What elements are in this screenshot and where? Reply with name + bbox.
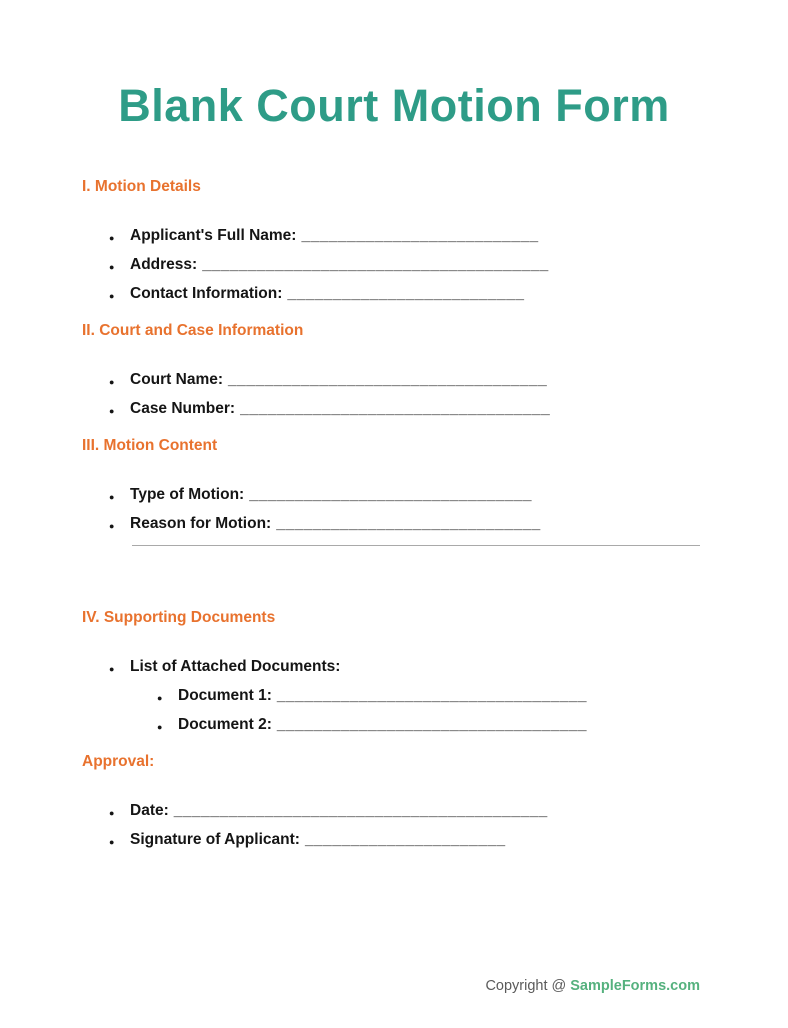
field-blank-line: _____________________________ xyxy=(276,515,541,532)
field-applicant-full-name xyxy=(130,227,788,244)
field-blank-line: __________________________________ xyxy=(240,400,551,417)
section-heading-approval: Approval: xyxy=(82,753,155,770)
field-blank-line: _______________________________ xyxy=(249,486,532,503)
field-reason-for-motion xyxy=(130,515,788,532)
motion-content-list xyxy=(0,486,788,532)
section-heading-motion-details: I. Motion Details xyxy=(82,178,201,195)
motion-details-list xyxy=(0,227,788,302)
page-footer xyxy=(485,978,700,995)
field-signature-of-applicant xyxy=(130,831,788,848)
field-contact-information xyxy=(130,285,788,302)
field-label: Court Name: xyxy=(130,371,224,388)
section-divider xyxy=(132,545,700,546)
section-heading-supporting-documents: IV. Supporting Documents xyxy=(82,609,276,626)
field-blank-line: __________________________ xyxy=(287,285,525,302)
field-label: Signature of Applicant: xyxy=(130,831,300,848)
field-list-of-attached-documents xyxy=(130,658,788,733)
field-label: Address: xyxy=(130,256,198,273)
field-blank-line: ___________________________________ xyxy=(228,371,548,388)
field-court-name xyxy=(130,371,788,388)
field-label: Applicant's Full Name: xyxy=(130,227,297,244)
field-label: Document 1: xyxy=(178,687,272,704)
field-label: Document 2: xyxy=(178,716,272,733)
field-date xyxy=(130,802,788,819)
approval-list xyxy=(0,802,788,848)
supporting-documents-list xyxy=(0,658,788,733)
field-address xyxy=(130,256,788,273)
field-label: Date: xyxy=(130,802,169,819)
field-case-number xyxy=(130,400,788,417)
section-heading-court-case-information: II. Court and Case Information xyxy=(82,322,304,339)
field-blank-line: __________________________________ xyxy=(276,716,587,733)
field-label: Reason for Motion: xyxy=(130,515,272,532)
field-blank-line: _________________________________________ xyxy=(173,802,548,819)
field-blank-line: __________________________ xyxy=(301,227,539,244)
field-label: Case Number: xyxy=(130,400,236,417)
field-blank-line: ______________________ xyxy=(304,831,506,848)
field-label: Contact Information: xyxy=(130,285,283,302)
field-blank-line: ______________________________________ xyxy=(202,256,549,273)
attached-documents-sublist xyxy=(130,687,788,733)
field-blank-line: __________________________________ xyxy=(276,687,587,704)
court-case-information-list xyxy=(0,371,788,417)
field-document-2 xyxy=(178,716,788,733)
field-type-of-motion xyxy=(130,486,788,503)
sampleforms-brand-link[interactable]: SampleForms.com xyxy=(570,978,700,994)
page-title: Blank Court Motion Form xyxy=(118,80,670,131)
section-heading-motion-content: III. Motion Content xyxy=(82,437,218,454)
field-label: Type of Motion: xyxy=(130,486,245,503)
copyright-text: Copyright @ xyxy=(485,978,567,994)
field-document-1 xyxy=(178,687,788,704)
field-label: List of Attached Documents: xyxy=(130,658,341,675)
